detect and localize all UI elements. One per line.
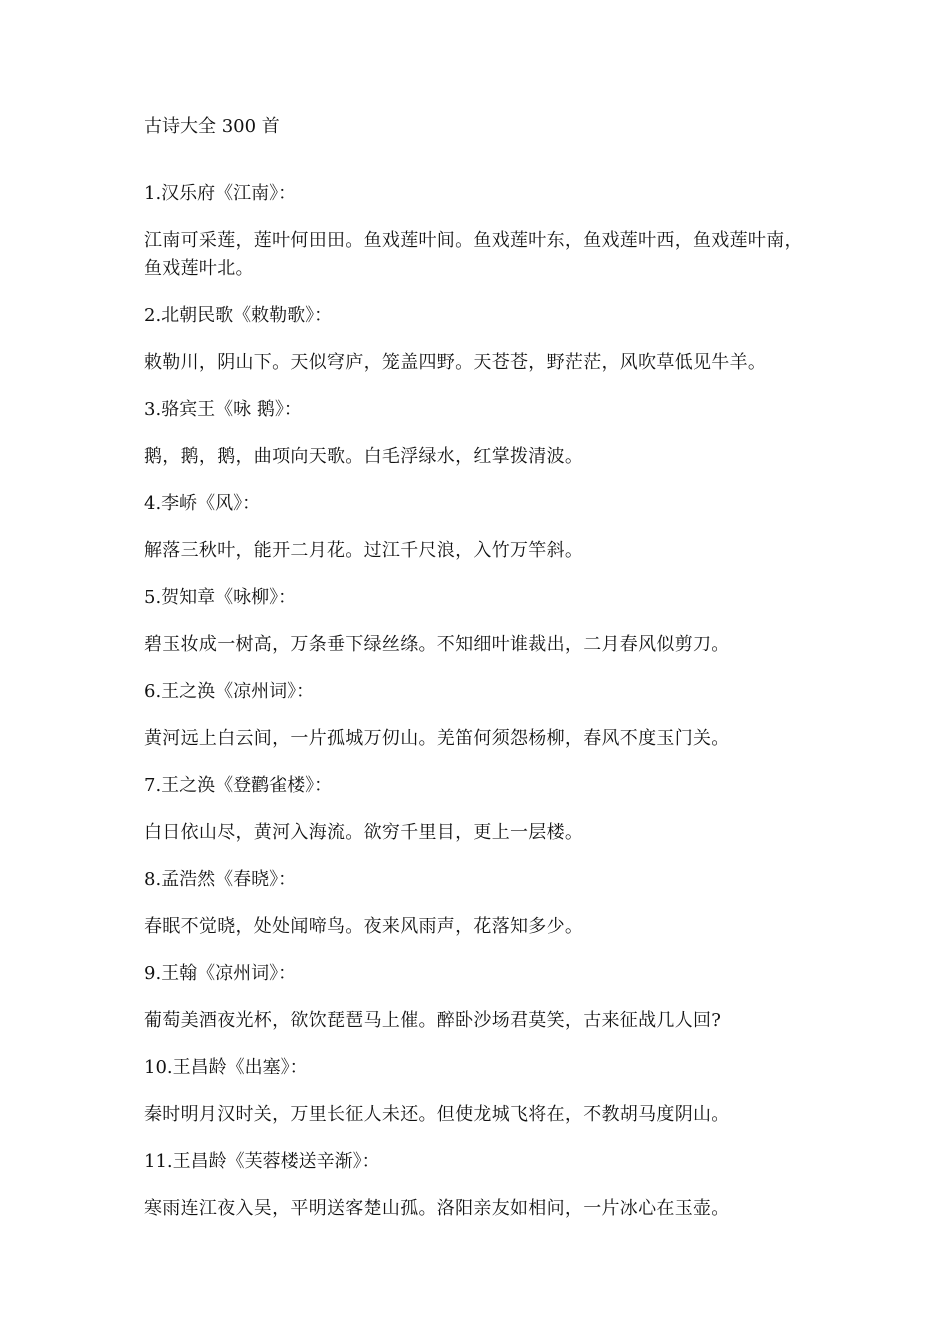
poem-entry bbox=[144, 866, 814, 941]
poem-text: 秦时明月汉时关，万里长征人未还。但使龙城飞将在，不教胡马度阴山。 bbox=[144, 1104, 730, 1125]
poem-entry bbox=[144, 490, 814, 565]
poem-text: 葡萄美酒夜光杯，欲饮琵琶马上催。醉卧沙场君莫笑，古来征战几人回? bbox=[144, 1010, 722, 1031]
poem-entry bbox=[144, 772, 814, 847]
poem-heading: 2.北朝民歌《敕勒歌》： bbox=[144, 305, 333, 326]
poem-text: 春眠不觉晓，处处闻啼鸟。夜来风雨声，花落知多少。 bbox=[144, 916, 584, 937]
poem-text: 江南可采莲，莲叶何田田。鱼戏莲叶间。鱼戏莲叶东，鱼戏莲叶西，鱼戏莲叶南，鱼戏莲叶北。 bbox=[144, 230, 803, 279]
poem-heading: 3.骆宾王《咏 鹅》： bbox=[144, 399, 302, 420]
document-title: 古诗大全 300 首 bbox=[144, 116, 280, 137]
poem-entry bbox=[144, 396, 814, 471]
poem-text: 寒雨连江夜入吴，平明送客楚山孤。洛阳亲友如相问，一片冰心在玉壶。 bbox=[144, 1198, 730, 1219]
poem-heading: 8.孟浩然《春晓》： bbox=[144, 869, 297, 890]
poem-entry bbox=[144, 1148, 814, 1223]
poem-entry bbox=[144, 180, 814, 283]
poem-heading: 11.王昌龄《芙蓉楼送辛渐》： bbox=[144, 1151, 380, 1172]
poem-heading: 10.王昌龄《出塞》： bbox=[144, 1057, 308, 1078]
poem-text: 黄河远上白云间，一片孤城万仞山。羌笛何须怨杨柳，春风不度玉门关。 bbox=[144, 728, 730, 749]
poem-heading: 1.汉乐府《江南》： bbox=[144, 183, 297, 204]
poem-heading: 9.王翰《凉州词》： bbox=[144, 963, 297, 984]
poem-text: 白日依山尽，黄河入海流。欲穷千里目，更上一层楼。 bbox=[144, 822, 584, 843]
poem-text: 敕勒川，阴山下。天似穹庐，笼盖四野。天苍苍，野茫茫，风吹草低见牛羊。 bbox=[144, 352, 767, 373]
poem-text: 碧玉妆成一树高，万条垂下绿丝绦。不知细叶谁裁出，二月春风似剪刀。 bbox=[144, 634, 730, 655]
poem-entry bbox=[144, 584, 814, 659]
poem-entry bbox=[144, 960, 814, 1035]
poem-heading: 5.贺知章《咏柳》： bbox=[144, 587, 297, 608]
poem-entry bbox=[144, 678, 814, 753]
poem-entry bbox=[144, 1054, 814, 1129]
poem-text: 解落三秋叶，能开二月花。过江千尺浪，入竹万竿斜。 bbox=[144, 540, 584, 561]
poem-heading: 6.王之涣《凉州词》： bbox=[144, 681, 315, 702]
document-body bbox=[144, 113, 814, 1242]
poem-text: 鹅，鹅，鹅，曲项向天歌。白毛浮绿水，红掌拨清波。 bbox=[144, 446, 584, 467]
poem-heading: 7.王之涣《登鹳雀楼》： bbox=[144, 775, 333, 796]
poem-heading: 4.李峤《风》： bbox=[144, 493, 261, 514]
poem-entry bbox=[144, 302, 814, 377]
